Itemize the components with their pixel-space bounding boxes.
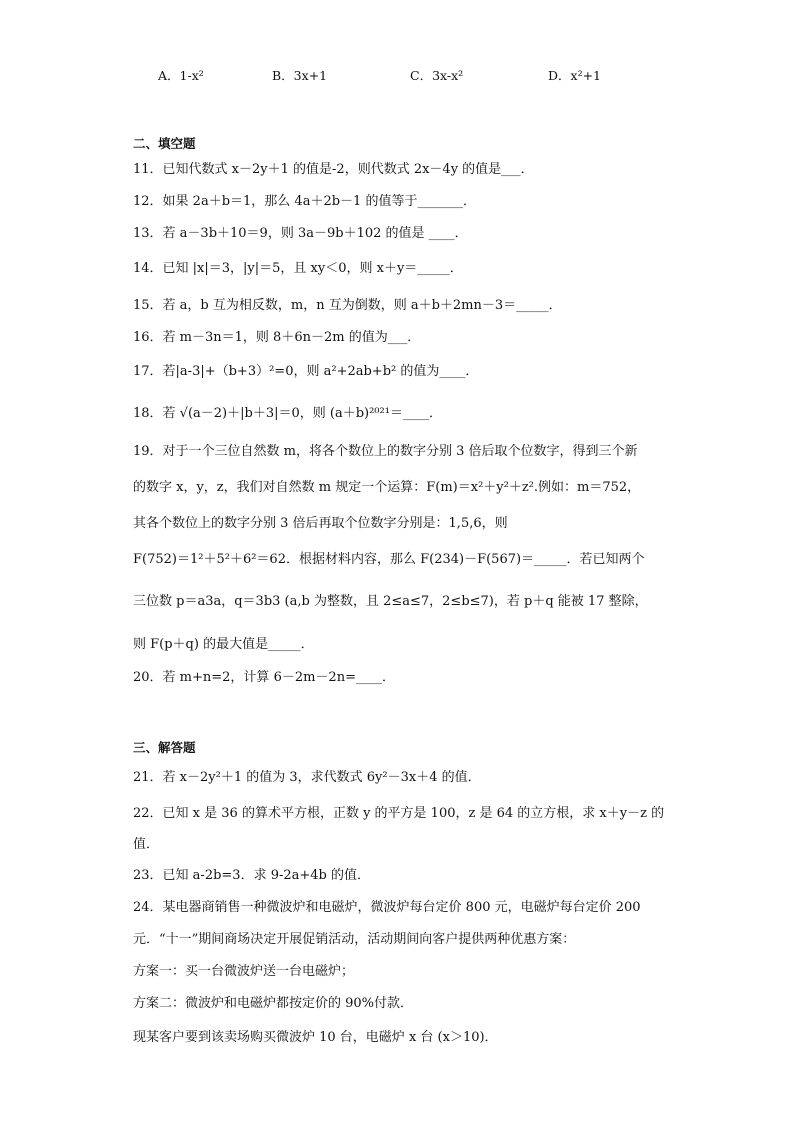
question-19-line-4: F(752)＝1²＋5²＋6²＝62．根据材料内容，那么 F(234)－F(567)＝_____．若已知两个	[133, 552, 645, 567]
question-23: 23．已知 a-2b=3．求 9-2a+4b 的值．	[133, 868, 371, 883]
question-24-line-3: 方案一：买一台微波炉送一台电磁炉；	[133, 964, 355, 979]
question-21: 21．若 x－2y²＋1 的值为 3，求代数式 6y²－3x＋4 的值．	[133, 770, 481, 785]
option-c: C．3x-x²	[410, 68, 464, 83]
question-15: 15．若 a，b 互为相反数，m，n 互为倒数，则 a＋b＋2mn－3＝_____．	[133, 298, 562, 313]
question-19-line-3: 其各个数位上的数字分别 3 倍后再取个位数字分别是：1,5,6，则	[133, 516, 508, 531]
question-19-line-6: 则 F(p＋q) 的最大值是_____．	[133, 637, 314, 652]
option-d: D．x²+1	[548, 68, 602, 83]
question-24-line-2: 元．“十一”期间商场决定开展促销活动，活动期间向客户提供两种优惠方案：	[133, 932, 576, 947]
question-13: 13．若 a－3b＋10＝9，则 3a－9b＋102 的值是 ____．	[133, 226, 468, 241]
answer-options	[0, 66, 794, 86]
option-a: A．1-x²	[158, 68, 204, 83]
question-24-line-4: 方案二：微波炉和电磁炉都按定价的 90%付款．	[133, 996, 414, 1011]
option-b: B．3x+1	[272, 68, 328, 83]
question-11: 11．已知代数式 x－2y＋1 的值是-2，则代数式 2x－4y 的值是___．	[133, 162, 534, 177]
question-19-line-2: 的数字 x，y，z，我们对自然数 m 规定一个运算：F(m)＝x²＋y²＋z².例如：m＝752，	[133, 480, 641, 495]
section-heading-fill-in: 二、填空题	[133, 136, 196, 151]
question-20: 20．若 m+n=2，计算 6－2m－2n=____．	[133, 670, 395, 685]
question-18: 18．若 √(a－2)＋|b＋3|＝0，则 (a＋b)²⁰²¹＝____．	[133, 406, 442, 421]
question-12: 12．如果 2a＋b＝1，那么 4a＋2b－1 的值等于_______．	[133, 194, 476, 209]
question-19-line-1: 19．对于一个三位自然数 m，将各个数位上的数字分别 3 倍后取个位数字，得到三个新	[133, 444, 638, 459]
question-19-line-5: 三位数 p＝a3a，q＝3b3 (a,b 为整数，且 2≤a≤7，2≤b≤7)，若 p＋q 能被 17 整除，	[133, 594, 648, 609]
section-heading-solve: 三、解答题	[133, 740, 196, 755]
question-22-line-1: 22．已知 x 是 36 的算术平方根，正数 y 的平方是 100，z 是 64 的立方根，求 x＋y－z 的	[133, 806, 665, 821]
question-24-line-1: 24．某电器商销售一种微波炉和电磁炉，微波炉每台定价 800 元，电磁炉每台定价 200	[133, 900, 641, 915]
question-14: 14．已知 |x|＝3，|y|＝5，且 xy＜0，则 x＋y＝_____．	[133, 261, 463, 276]
question-17: 17．若|a-3|+（b+3）²=0，则 a²+2ab+b² 的值为____．	[133, 364, 479, 379]
question-24-line-5: 现某客户要到该卖场购买微波炉 10 台，电磁炉 x 台 (x＞10)．	[133, 1030, 498, 1045]
question-22-line-2: 值．	[133, 837, 160, 852]
question-16: 16．若 m－3n＝1，则 8＋6n－2m 的值为___．	[133, 330, 421, 345]
